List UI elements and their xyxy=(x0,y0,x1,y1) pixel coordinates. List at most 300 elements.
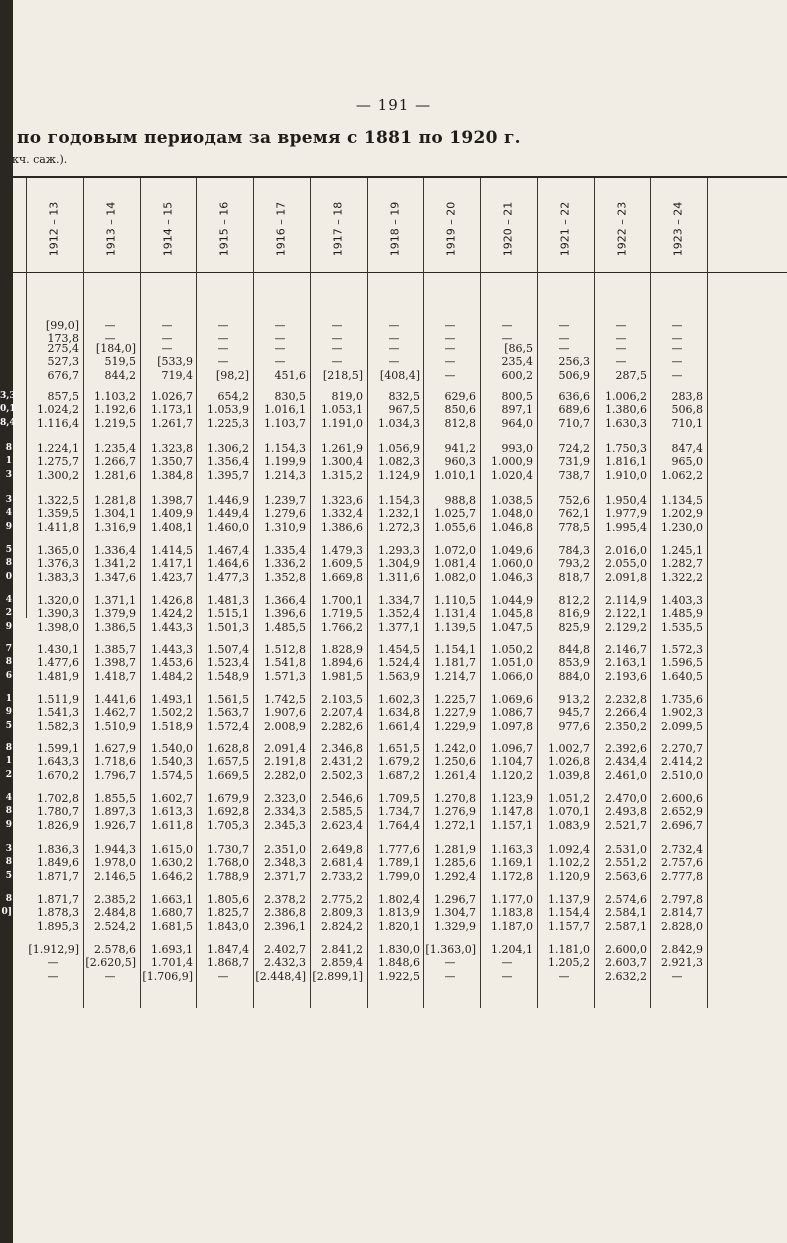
table-cell: 1.261,4 xyxy=(434,769,476,782)
table-cell: 1.479,3 xyxy=(321,544,363,557)
table-cell: 1.750,3 xyxy=(605,442,647,455)
table-cell: 2.510,0 xyxy=(661,769,703,782)
table-cell: 1.485,9 xyxy=(661,607,703,620)
table-cell: 1.950,4 xyxy=(605,494,647,507)
cut-stub-text: 8 xyxy=(5,743,12,753)
table-cell: 1.878,3 xyxy=(37,906,79,919)
table-cell: 2.396,1 xyxy=(264,920,306,933)
table-cell: 1.169,1 xyxy=(491,856,533,869)
table-cell: 1.024,2 xyxy=(37,403,79,416)
table-cell: 1.679,9 xyxy=(207,792,249,805)
table-cell: 1.082,0 xyxy=(434,571,476,584)
table-cell: 2.193,6 xyxy=(605,670,647,683)
table-cell: 1.281,8 xyxy=(94,494,136,507)
column-separator xyxy=(83,178,84,1008)
table-cell: 1.334,7 xyxy=(378,594,420,607)
column-header-label: 1921 – 22 xyxy=(558,201,572,257)
table-cell: 1.780,7 xyxy=(37,805,79,818)
column-header xyxy=(196,186,252,272)
column-header-label: 1922 – 23 xyxy=(615,201,629,257)
table-cell: [533,9 xyxy=(157,355,193,368)
table-cell: 1.275,7 xyxy=(37,455,79,468)
table-cell: — xyxy=(444,956,456,969)
table-cell: 1.329,9 xyxy=(434,920,476,933)
table-cell: 1.843,0 xyxy=(207,920,249,933)
table-cell: 2.502,3 xyxy=(321,769,363,782)
table-cell: 1.245,1 xyxy=(661,544,703,557)
table-cell: 1.477,3 xyxy=(207,571,249,584)
table-cell: 847,4 xyxy=(671,442,703,455)
table-cell: 2.585,5 xyxy=(321,805,363,818)
table-cell: 1.518,9 xyxy=(151,720,193,733)
table-cell: 2.055,0 xyxy=(605,557,647,570)
table-cell: — xyxy=(161,332,173,345)
table-cell: 964,0 xyxy=(501,417,533,430)
table-cell: 1.310,9 xyxy=(264,521,306,534)
table-cell: 1.481,3 xyxy=(207,594,249,607)
table-cell: 1.742,5 xyxy=(264,693,306,706)
table-cell: 2.232,8 xyxy=(605,693,647,706)
table-cell: 2.493,8 xyxy=(605,805,647,818)
table-cell: 1.541,8 xyxy=(264,656,306,669)
table-cell: — xyxy=(217,342,229,355)
cut-stub-text: 5 xyxy=(5,871,12,881)
table-cell: 844,2 xyxy=(104,369,136,382)
column-separator xyxy=(367,178,368,1008)
table-cell: 913,2 xyxy=(558,693,590,706)
table-cell: 2.163,1 xyxy=(605,656,647,669)
table-cell: 2.191,8 xyxy=(264,755,306,768)
table-cell: 1.055,6 xyxy=(434,521,476,534)
table-cell: 1.304,7 xyxy=(434,906,476,919)
column-header xyxy=(83,186,139,272)
table-cell: 1.315,2 xyxy=(321,469,363,482)
table-cell: 2.402,7 xyxy=(264,943,306,956)
table-cell: 1.398,7 xyxy=(151,494,193,507)
table-cell: 719,4 xyxy=(161,369,193,382)
table-cell: [408,4] xyxy=(379,369,420,382)
table-cell: 2.091,4 xyxy=(264,742,306,755)
table-cell: 1.282,7 xyxy=(661,557,703,570)
table-cell: 1.871,7 xyxy=(37,893,79,906)
table-cell: 1.826,9 xyxy=(37,819,79,832)
table-cell: 1.323,8 xyxy=(151,442,193,455)
table-cell: 689,6 xyxy=(558,403,590,416)
column-header xyxy=(253,186,309,272)
table-cell: — xyxy=(671,342,683,355)
table-cell: 2.814,7 xyxy=(661,906,703,919)
cut-stub-text: 0 xyxy=(5,572,12,582)
table-cell: [2.620,5] xyxy=(85,956,136,969)
table-cell: 812,2 xyxy=(558,594,590,607)
table-cell: 1.409,9 xyxy=(151,507,193,520)
table-cell: 527,3 xyxy=(47,355,79,368)
table-cell: 1.323,6 xyxy=(321,494,363,507)
table-cell: — xyxy=(217,355,229,368)
table-cell: — xyxy=(615,332,627,345)
table-cell: 1.336,4 xyxy=(94,544,136,557)
table-cell: — xyxy=(671,369,683,382)
table-cell: 2.323,0 xyxy=(264,792,306,805)
table-cell: 1.894,6 xyxy=(321,656,363,669)
table-cell: 1.651,5 xyxy=(378,742,420,755)
table-cell: 1.663,1 xyxy=(151,893,193,906)
cut-stub-text: 5 xyxy=(5,545,12,555)
table-cell: 1.895,3 xyxy=(37,920,79,933)
column-separator xyxy=(310,178,311,1008)
table-cell: 1.214,3 xyxy=(264,469,306,482)
table-cell: 1.380,6 xyxy=(605,403,647,416)
table-cell: 1.060,0 xyxy=(491,557,533,570)
table-cell: 1.524,4 xyxy=(378,656,420,669)
table-cell: 1.347,6 xyxy=(94,571,136,584)
table-cell: — xyxy=(501,970,513,983)
table-cell: 1.871,7 xyxy=(37,870,79,883)
column-header-label: 1915 – 16 xyxy=(217,201,231,257)
table-cell: 812,8 xyxy=(444,417,476,430)
table-cell: — xyxy=(615,319,627,332)
table-cell: 2.824,2 xyxy=(321,920,363,933)
table-cell: 1.104,7 xyxy=(491,755,533,768)
table-cell: 1.352,4 xyxy=(378,607,420,620)
table-cell: 2.797,8 xyxy=(661,893,703,906)
table-cell: 1.596,5 xyxy=(661,656,703,669)
table-cell: 1.702,8 xyxy=(37,792,79,805)
table-cell: — xyxy=(47,970,59,983)
table-cell: 2.270,7 xyxy=(661,742,703,755)
table-cell: 1.154,1 xyxy=(434,643,476,656)
table-cell: 654,2 xyxy=(217,390,249,403)
cut-stub-text: 3 xyxy=(5,470,12,480)
table-cell: 2.386,8 xyxy=(264,906,306,919)
table-cell: 945,7 xyxy=(558,706,590,719)
table-cell: 1.102,2 xyxy=(548,856,590,869)
table-cell: 1.276,9 xyxy=(434,805,476,818)
table-cell: — xyxy=(444,332,456,345)
table-cell: 724,2 xyxy=(558,442,590,455)
column-header-label: 1920 – 21 xyxy=(501,201,515,257)
table-cell: 2.146,7 xyxy=(605,643,647,656)
cut-stub-text: 2 xyxy=(5,770,12,780)
table-cell: 1.157,7 xyxy=(548,920,590,933)
table-cell: 1.403,3 xyxy=(661,594,703,607)
table-cell: 1.051,0 xyxy=(491,656,533,669)
table-cell: 1.026,8 xyxy=(548,755,590,768)
table-cell: 1.687,2 xyxy=(378,769,420,782)
cut-stub-text: 1 xyxy=(5,694,12,704)
table-cell: 960,3 xyxy=(444,455,476,468)
table-cell: 1.484,2 xyxy=(151,670,193,683)
table-cell: 506,9 xyxy=(558,369,590,382)
table-cell: 1.910,0 xyxy=(605,469,647,482)
table-cell: 1.010,1 xyxy=(434,469,476,482)
table-cell: 1.764,4 xyxy=(378,819,420,832)
table-cell: 1.836,3 xyxy=(37,843,79,856)
column-separator xyxy=(480,178,481,1008)
table-cell: 1.944,3 xyxy=(94,843,136,856)
table-cell: 1.306,2 xyxy=(207,442,249,455)
table-cell: 1.120,9 xyxy=(548,870,590,883)
table-cell: 1.572,4 xyxy=(207,720,249,733)
table-cell: 1.847,4 xyxy=(207,943,249,956)
table-cell: 2.434,4 xyxy=(605,755,647,768)
table-cell: 1.977,9 xyxy=(605,507,647,520)
table-cell: 853,9 xyxy=(558,656,590,669)
table-cell: — xyxy=(671,319,683,332)
table-cell: 2.587,1 xyxy=(605,920,647,933)
table-cell: 1.849,6 xyxy=(37,856,79,869)
table-cell: 1.134,5 xyxy=(661,494,703,507)
table-cell: — xyxy=(671,970,683,983)
column-separator xyxy=(253,178,254,1008)
table-cell: 738,7 xyxy=(558,469,590,482)
table-cell: — xyxy=(388,319,400,332)
table-cell: 1.669,8 xyxy=(321,571,363,584)
header-bottom-rule xyxy=(13,272,787,273)
table-cell: 818,7 xyxy=(558,571,590,584)
table-cell: 1.086,7 xyxy=(491,706,533,719)
table-cell: 1.322,5 xyxy=(37,494,79,507)
table-cell: 2.103,5 xyxy=(321,693,363,706)
table-cell: [2.448,4] xyxy=(255,970,306,983)
table-cell: 1.225,7 xyxy=(434,693,476,706)
table-cell: — xyxy=(274,332,286,345)
table-cell: 1.120,2 xyxy=(491,769,533,782)
table-cell: 1.386,6 xyxy=(321,521,363,534)
table-cell: 1.613,3 xyxy=(151,805,193,818)
table-cell: [184,0] xyxy=(95,342,136,355)
table-cell: [1.706,9] xyxy=(142,970,193,983)
table-cell: 1.646,2 xyxy=(151,870,193,883)
table-cell: — xyxy=(331,332,343,345)
table-cell: 1.230,0 xyxy=(661,521,703,534)
column-header-label: 1919 – 20 xyxy=(444,201,458,257)
table-cell: 1.507,4 xyxy=(207,643,249,656)
column-header xyxy=(594,186,650,272)
table-cell: — xyxy=(331,355,343,368)
table-cell: 2.578,6 xyxy=(94,943,136,956)
table-cell: 1.978,0 xyxy=(94,856,136,869)
table-cell: 1.202,9 xyxy=(661,507,703,520)
table-cell: 1.281,6 xyxy=(94,469,136,482)
cut-stub-text: 8 xyxy=(5,806,12,816)
table-cell: — xyxy=(501,319,513,332)
table-cell: 1.204,1 xyxy=(491,943,533,956)
table-cell: 2.652,9 xyxy=(661,805,703,818)
table-cell: 1.501,3 xyxy=(207,621,249,634)
table-cell: 506,8 xyxy=(671,403,703,416)
table-cell: 1.366,4 xyxy=(264,594,306,607)
table-cell: 2.099,5 xyxy=(661,720,703,733)
table-cell: 1.462,7 xyxy=(94,706,136,719)
table-cell: — xyxy=(501,956,513,969)
table-cell: 1.398,0 xyxy=(37,621,79,634)
table-cell: 1.408,1 xyxy=(151,521,193,534)
table-cell: 1.383,3 xyxy=(37,571,79,584)
column-separator xyxy=(537,178,538,1008)
table-cell: 1.227,9 xyxy=(434,706,476,719)
table-cell: 1.157,1 xyxy=(491,819,533,832)
table-cell: 1.046,8 xyxy=(491,521,533,534)
table-cell: 1.868,7 xyxy=(207,956,249,969)
table-cell: — xyxy=(161,342,173,355)
table-cell: 1.926,7 xyxy=(94,819,136,832)
table-cell: 710,1 xyxy=(671,417,703,430)
table-cell: 1.336,2 xyxy=(264,557,306,570)
table-cell: 519,5 xyxy=(104,355,136,368)
table-cell: 1.453,6 xyxy=(151,656,193,669)
table-cell: 1.398,7 xyxy=(94,656,136,669)
table-cell: 752,6 xyxy=(558,494,590,507)
table-cell: 629,6 xyxy=(444,390,476,403)
table-cell: 1.163,3 xyxy=(491,843,533,856)
table-cell: 1.181,7 xyxy=(434,656,476,669)
table-cell: 1.443,3 xyxy=(151,621,193,634)
table-cell: 1.670,2 xyxy=(37,769,79,782)
table-cell: 800,5 xyxy=(501,390,533,403)
table-cell: 965,0 xyxy=(671,455,703,468)
table-cell: 1.830,0 xyxy=(378,943,420,956)
table-cell: 2.551,2 xyxy=(605,856,647,869)
table-cell: 1.300,4 xyxy=(321,455,363,468)
table-cell: 1.640,5 xyxy=(661,670,703,683)
table-cell: 1.493,1 xyxy=(151,693,193,706)
table-cell: 1.630,3 xyxy=(605,417,647,430)
table-cell: 1.902,3 xyxy=(661,706,703,719)
table-cell: 1.376,3 xyxy=(37,557,79,570)
table-cell: 1.026,7 xyxy=(151,390,193,403)
table-cell: 1.995,4 xyxy=(605,521,647,534)
table-cell: 1.304,1 xyxy=(94,507,136,520)
table-cell: 1.214,7 xyxy=(434,670,476,683)
table-cell: 2.546,6 xyxy=(321,792,363,805)
table-cell: 1.789,1 xyxy=(378,856,420,869)
table-cell: 2.348,3 xyxy=(264,856,306,869)
table-cell: 1.123,9 xyxy=(491,792,533,805)
table-cell: 1.000,9 xyxy=(491,455,533,468)
cut-stub-text: 8 xyxy=(5,443,12,453)
table-cell: 1.103,2 xyxy=(94,390,136,403)
column-header-label: 1914 – 15 xyxy=(161,201,175,257)
table-cell: — xyxy=(217,970,229,983)
table-cell: 1.154,3 xyxy=(378,494,420,507)
table-cell: 1.828,9 xyxy=(321,643,363,656)
table-cell: 1.051,2 xyxy=(548,792,590,805)
table-cell: 1.172,8 xyxy=(491,870,533,883)
table-cell: — xyxy=(558,332,570,345)
table-cell: 2.129,2 xyxy=(605,621,647,634)
table-cell: 1.443,3 xyxy=(151,643,193,656)
table-cell: 1.192,6 xyxy=(94,403,136,416)
table-cell: 825,9 xyxy=(558,621,590,634)
column-header-label: 1912 – 13 xyxy=(47,201,61,257)
table-cell: 1.183,8 xyxy=(491,906,533,919)
table-cell: 2.346,8 xyxy=(321,742,363,755)
table-cell: 1.377,1 xyxy=(378,621,420,634)
page-number: — 191 — xyxy=(355,96,432,114)
table-cell: 2.649,8 xyxy=(321,843,363,856)
table-cell: 1.261,9 xyxy=(321,442,363,455)
table-cell: 1.510,9 xyxy=(94,720,136,733)
table-cell: 1.038,5 xyxy=(491,494,533,507)
table-cell: 1.379,9 xyxy=(94,607,136,620)
table-cell: 1.907,6 xyxy=(264,706,306,719)
table-cell: 1.341,2 xyxy=(94,557,136,570)
table-cell: 2.207,4 xyxy=(321,706,363,719)
table-cell: 1.066,0 xyxy=(491,670,533,683)
table-cell: — xyxy=(558,342,570,355)
table-cell: 2.757,6 xyxy=(661,856,703,869)
table-cell: 710,7 xyxy=(558,417,590,430)
table-cell: 2.842,9 xyxy=(661,943,703,956)
table-cell: 1.813,9 xyxy=(378,906,420,919)
table-cell: — xyxy=(671,355,683,368)
column-header xyxy=(480,186,536,272)
table-cell: 1.293,3 xyxy=(378,544,420,557)
column-header xyxy=(650,186,706,272)
table-cell: 1.426,8 xyxy=(151,594,193,607)
table-cell: 1.572,3 xyxy=(661,643,703,656)
table-cell: 1.705,3 xyxy=(207,819,249,832)
table-cell: 844,8 xyxy=(558,643,590,656)
table-cell: 1.599,1 xyxy=(37,742,79,755)
table-cell: 1.418,7 xyxy=(94,670,136,683)
cut-stub-text: 9 xyxy=(5,707,12,717)
table-cell: 784,3 xyxy=(558,544,590,557)
table-cell: 1.069,6 xyxy=(491,693,533,706)
column-separator xyxy=(423,178,424,1008)
table-cell: 2.334,3 xyxy=(264,805,306,818)
table-cell: 1.320,0 xyxy=(37,594,79,607)
column-header xyxy=(140,186,196,272)
table-cell: 1.062,2 xyxy=(661,469,703,482)
table-cell: 1.820,1 xyxy=(378,920,420,933)
table-cell: — xyxy=(331,319,343,332)
table-cell: 2.574,6 xyxy=(605,893,647,906)
table-cell: 1.766,2 xyxy=(321,621,363,634)
table-cell: 884,0 xyxy=(558,670,590,683)
table-cell: 2.146,5 xyxy=(94,870,136,883)
table-cell: 2.921,3 xyxy=(661,956,703,969)
table-cell: 1.788,9 xyxy=(207,870,249,883)
table-cell: 1.922,5 xyxy=(378,970,420,983)
table-cell: 1.359,5 xyxy=(37,507,79,520)
table-cell: 2.266,4 xyxy=(605,706,647,719)
table-cell: 283,8 xyxy=(671,390,703,403)
table-cell: 2.777,8 xyxy=(661,870,703,883)
table-cell: 1.316,9 xyxy=(94,521,136,534)
table-cell: 850,6 xyxy=(444,403,476,416)
table-cell: 816,9 xyxy=(558,607,590,620)
table-cell: 1.045,8 xyxy=(491,607,533,620)
table-cell: 1.048,0 xyxy=(491,507,533,520)
table-cell: 1.502,2 xyxy=(151,706,193,719)
table-cell: 1.386,5 xyxy=(94,621,136,634)
cut-stub-text: 8 xyxy=(5,857,12,867)
table-cell: 1.082,3 xyxy=(378,455,420,468)
table-cell: 2.603,7 xyxy=(605,956,647,969)
cut-stub-text: 1 xyxy=(5,756,12,766)
table-cell: 1.563,9 xyxy=(378,670,420,683)
table-cell: 1.454,5 xyxy=(378,643,420,656)
table-cell: 967,5 xyxy=(388,403,420,416)
table-cell: 2.114,9 xyxy=(605,594,647,607)
table-cell: 1.768,0 xyxy=(207,856,249,869)
column-header xyxy=(423,186,479,272)
table-cell: 1.825,7 xyxy=(207,906,249,919)
table-cell: 1.092,4 xyxy=(548,843,590,856)
table-cell: 1.235,4 xyxy=(94,442,136,455)
